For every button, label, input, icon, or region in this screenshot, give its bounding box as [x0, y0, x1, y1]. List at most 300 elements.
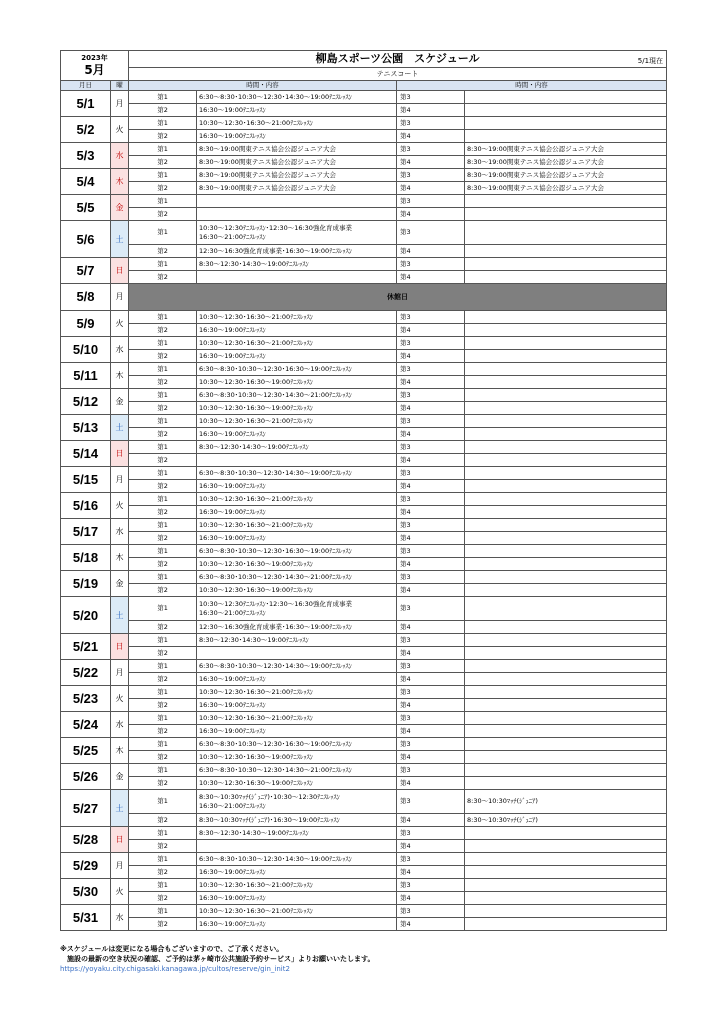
- table-row: [61, 790, 667, 814]
- court-2-label: 第2: [129, 584, 197, 597]
- year-label: 2023年: [81, 54, 108, 62]
- court-3-schedule: [465, 117, 667, 130]
- court-2-schedule: 12:30～16:30強化育成事業･16:30～19:00ﾃﾆｽﾚｯｽﾝ: [197, 621, 397, 634]
- day-date: 5/24: [61, 712, 111, 738]
- court-2-label: 第2: [129, 866, 197, 879]
- day-of-week: 日: [111, 827, 129, 853]
- court-2-schedule: 10:30～12:30･16:30～19:00ﾃﾆｽﾚｯｽﾝ: [197, 376, 397, 389]
- court-1-schedule: 8:30～19:00関東テニス協会公認ジュニア大会: [197, 143, 397, 156]
- court-1-schedule: 6:30～8:30･10:30～12:30･14:30～19:00ﾃﾆｽﾚｯｽﾝ: [197, 467, 397, 480]
- table-row: [61, 686, 667, 699]
- table-row: [61, 827, 667, 840]
- schedule-table: [60, 50, 667, 931]
- day-of-week: 金: [111, 389, 129, 415]
- court-4-label: 第4: [397, 584, 465, 597]
- day-of-week: 木: [111, 545, 129, 571]
- court-2-label: 第2: [129, 814, 197, 827]
- court-2-label: 第2: [129, 350, 197, 363]
- day-of-week: 月: [111, 91, 129, 117]
- day-date: 5/17: [61, 519, 111, 545]
- court-1-schedule: 6:30～8:30･10:30～12:30･16:30～19:00ﾃﾆｽﾚｯｽﾝ: [197, 363, 397, 376]
- court-2-label: 第2: [129, 699, 197, 712]
- court-4-schedule: [465, 428, 667, 441]
- court-3-label: 第3: [397, 597, 465, 621]
- court-4-schedule: [465, 324, 667, 337]
- table-row: [61, 363, 667, 376]
- day-of-week: 水: [111, 712, 129, 738]
- court-3-label: 第3: [397, 169, 465, 182]
- court-3-label: 第3: [397, 493, 465, 506]
- table-row: [61, 699, 667, 712]
- court-3-schedule: [465, 519, 667, 532]
- table-row: [61, 258, 667, 271]
- table-row: [61, 415, 667, 428]
- court-1-schedule: 8:30～12:30･14:30～19:00ﾃﾆｽﾚｯｽﾝ: [197, 441, 397, 454]
- court-3-label: 第3: [397, 764, 465, 777]
- court-1-schedule: 10:30～12:30･16:30～21:00ﾃﾆｽﾚｯｽﾝ: [197, 686, 397, 699]
- court-1-schedule: 6:30～8:30･10:30～12:30･14:30～19:00ﾃﾆｽﾚｯｽﾝ: [197, 853, 397, 866]
- court-1-label: 第1: [129, 493, 197, 506]
- court-4-label: 第4: [397, 402, 465, 415]
- court-3-schedule: [465, 91, 667, 104]
- court-1-label: 第1: [129, 311, 197, 324]
- table-row: [61, 725, 667, 738]
- court-2-schedule: 16:30～19:00ﾃﾆｽﾚｯｽﾝ: [197, 104, 397, 117]
- court-2-schedule: 16:30～19:00ﾃﾆｽﾚｯｽﾝ: [197, 480, 397, 493]
- court-4-schedule: [465, 673, 667, 686]
- court-1-schedule: 8:30～10:30ﾏｯﾁ(ｼﾞｭﾆｱ)･10:30～12:30ﾃﾆｽﾚｯｽﾝ 16:30～21:00ﾃﾆｽﾚｯｽﾝ: [197, 790, 397, 814]
- table-row: [61, 284, 667, 311]
- table-row: [61, 480, 667, 493]
- court-4-schedule: [465, 647, 667, 660]
- court-1-label: 第1: [129, 117, 197, 130]
- day-of-week: 金: [111, 764, 129, 790]
- day-date: 5/7: [61, 258, 111, 284]
- table-row: [61, 621, 667, 634]
- court-2-schedule: 16:30～19:00ﾃﾆｽﾚｯｽﾝ: [197, 130, 397, 143]
- court-4-label: 第4: [397, 104, 465, 117]
- day-date: 5/25: [61, 738, 111, 764]
- day-of-week: 土: [111, 790, 129, 827]
- court-1-label: 第1: [129, 169, 197, 182]
- court-1-schedule: 10:30～12:30･16:30～21:00ﾃﾆｽﾚｯｽﾝ: [197, 905, 397, 918]
- court-2-label: 第2: [129, 428, 197, 441]
- table-row: [61, 182, 667, 195]
- note-change: ※スケジュールは変更になる場合もございますので、ご了承ください。: [60, 945, 284, 953]
- footnotes: [60, 944, 680, 974]
- day-date: 5/8: [61, 284, 111, 311]
- court-3-schedule: [465, 738, 667, 751]
- court-3-label: 第3: [397, 415, 465, 428]
- court-3-schedule: 8:30～10:30ﾏｯﾁ(ｼﾞｭﾆｱ): [465, 790, 667, 814]
- court-2-schedule: 10:30～12:30･16:30～19:00ﾃﾆｽﾚｯｽﾝ: [197, 584, 397, 597]
- table-row: [61, 545, 667, 558]
- court-1-label: 第1: [129, 686, 197, 699]
- title-text: 柳島スポーツ公園 スケジュール: [315, 52, 480, 65]
- court-1-schedule: 6:30～8:30･10:30～12:30･14:30～21:00ﾃﾆｽﾚｯｽﾝ: [197, 571, 397, 584]
- court-3-schedule: [465, 195, 667, 208]
- table-row: [61, 519, 667, 532]
- day-of-week: 月: [111, 853, 129, 879]
- table-row: [61, 840, 667, 853]
- court-2-label: 第2: [129, 402, 197, 415]
- court-1-schedule: [197, 195, 397, 208]
- court-4-label: 第4: [397, 324, 465, 337]
- court-3-schedule: [465, 827, 667, 840]
- day-date: 5/5: [61, 195, 111, 221]
- court-2-schedule: 8:30～19:00関東テニス協会公認ジュニア大会: [197, 182, 397, 195]
- court-1-schedule: 6:30～8:30･10:30～12:30･14:30～21:00ﾃﾆｽﾚｯｽﾝ: [197, 389, 397, 402]
- table-row: [61, 597, 667, 621]
- court-3-label: 第3: [397, 790, 465, 814]
- court-2-schedule: [197, 454, 397, 467]
- day-of-week: 金: [111, 571, 129, 597]
- court-2-label: 第2: [129, 480, 197, 493]
- court-1-label: 第1: [129, 790, 197, 814]
- court-4-label: 第4: [397, 751, 465, 764]
- court-3-label: 第3: [397, 363, 465, 376]
- table-row: [61, 117, 667, 130]
- court-3-schedule: [465, 545, 667, 558]
- court-2-label: 第2: [129, 156, 197, 169]
- court-4-label: 第4: [397, 621, 465, 634]
- court-2-schedule: 16:30～19:00ﾃﾆｽﾚｯｽﾝ: [197, 673, 397, 686]
- court-2-schedule: [197, 840, 397, 853]
- court-1-schedule: 8:30～12:30･14:30～19:00ﾃﾆｽﾚｯｽﾝ: [197, 634, 397, 647]
- court-2-label: 第2: [129, 673, 197, 686]
- table-row: [61, 441, 667, 454]
- court-2-schedule: 16:30～19:00ﾃﾆｽﾚｯｽﾝ: [197, 699, 397, 712]
- court-4-schedule: [465, 271, 667, 284]
- court-3-schedule: [465, 415, 667, 428]
- court-2-schedule: 8:30～19:00関東テニス協会公認ジュニア大会: [197, 156, 397, 169]
- court-3-schedule: [465, 879, 667, 892]
- court-4-label: 第4: [397, 130, 465, 143]
- court-4-label: 第4: [397, 814, 465, 827]
- court-1-label: 第1: [129, 363, 197, 376]
- day-of-week: 月: [111, 660, 129, 686]
- day-date: 5/1: [61, 91, 111, 117]
- court-3-schedule: [465, 389, 667, 402]
- court-4-label: 第4: [397, 350, 465, 363]
- court-1-label: 第1: [129, 221, 197, 245]
- table-row: [61, 245, 667, 258]
- day-date: 5/20: [61, 597, 111, 634]
- court-2-label: 第2: [129, 777, 197, 790]
- court-2-label: 第2: [129, 208, 197, 221]
- day-of-week: 水: [111, 143, 129, 169]
- day-of-week: 土: [111, 221, 129, 258]
- court-2-schedule: 16:30～19:00ﾃﾆｽﾚｯｽﾝ: [197, 892, 397, 905]
- court-1-schedule: 10:30～12:30ﾃﾆｽﾚｯｽﾝ･12:30～16:30強化育成事業 16:30～21:00ﾃﾆｽﾚｯｽﾝ: [197, 221, 397, 245]
- court-2-schedule: [197, 647, 397, 660]
- court-1-label: 第1: [129, 467, 197, 480]
- day-of-week: 火: [111, 311, 129, 337]
- court-2-label: 第2: [129, 506, 197, 519]
- table-row: [61, 506, 667, 519]
- court-3-label: 第3: [397, 467, 465, 480]
- court-4-label: 第4: [397, 182, 465, 195]
- court-4-label: 第4: [397, 532, 465, 545]
- court-2-label: 第2: [129, 271, 197, 284]
- court-4-schedule: [465, 558, 667, 571]
- day-date: 5/22: [61, 660, 111, 686]
- court-3-label: 第3: [397, 738, 465, 751]
- court-2-schedule: 12:30～16:30強化育成事業･16:30～19:00ﾃﾆｽﾚｯｽﾝ: [197, 245, 397, 258]
- table-row: [61, 712, 667, 725]
- table-row: [61, 866, 667, 879]
- court-4-schedule: [465, 376, 667, 389]
- note-reservation: 施設の最新の空き状況の確認、ご予約は茅ヶ崎市公共施設予約サービス」よりお願いいたします。: [60, 955, 375, 963]
- col-time-right-header: 時間・内容: [397, 81, 667, 91]
- court-1-label: 第1: [129, 441, 197, 454]
- court-4-label: 第4: [397, 506, 465, 519]
- court-2-label: 第2: [129, 454, 197, 467]
- table-row: [61, 764, 667, 777]
- table-row: [61, 402, 667, 415]
- court-1-label: 第1: [129, 545, 197, 558]
- court-4-label: 第4: [397, 892, 465, 905]
- facility-subtitle: テニスコート: [129, 68, 667, 81]
- table-row: [61, 660, 667, 673]
- table-row: [61, 467, 667, 480]
- court-4-schedule: [465, 777, 667, 790]
- day-of-week: 水: [111, 905, 129, 931]
- day-date: 5/29: [61, 853, 111, 879]
- court-3-label: 第3: [397, 143, 465, 156]
- court-2-label: 第2: [129, 621, 197, 634]
- court-3-label: 第3: [397, 195, 465, 208]
- day-of-week: 火: [111, 117, 129, 143]
- court-4-label: 第4: [397, 725, 465, 738]
- court-3-label: 第3: [397, 441, 465, 454]
- day-date: 5/2: [61, 117, 111, 143]
- court-3-schedule: [465, 441, 667, 454]
- day-date: 5/13: [61, 415, 111, 441]
- court-3-label: 第3: [397, 221, 465, 245]
- court-1-label: 第1: [129, 905, 197, 918]
- court-1-label: 第1: [129, 634, 197, 647]
- day-of-week: 木: [111, 363, 129, 389]
- court-1-label: 第1: [129, 143, 197, 156]
- day-of-week: 木: [111, 738, 129, 764]
- court-3-label: 第3: [397, 337, 465, 350]
- court-2-label: 第2: [129, 104, 197, 117]
- table-row: [61, 584, 667, 597]
- court-3-label: 第3: [397, 879, 465, 892]
- court-2-schedule: 16:30～19:00ﾃﾆｽﾚｯｽﾝ: [197, 532, 397, 545]
- court-3-schedule: [465, 337, 667, 350]
- court-3-label: 第3: [397, 634, 465, 647]
- court-1-label: 第1: [129, 519, 197, 532]
- court-1-schedule: 10:30～12:30･16:30～21:00ﾃﾆｽﾚｯｽﾝ: [197, 311, 397, 324]
- day-date: 5/6: [61, 221, 111, 258]
- court-3-label: 第3: [397, 311, 465, 324]
- court-3-label: 第3: [397, 389, 465, 402]
- court-1-schedule: 6:30～8:30･10:30～12:30･16:30～19:00ﾃﾆｽﾚｯｽﾝ: [197, 545, 397, 558]
- court-4-label: 第4: [397, 673, 465, 686]
- day-date: 5/30: [61, 879, 111, 905]
- table-row: [61, 738, 667, 751]
- court-3-schedule: [465, 221, 667, 245]
- table-row: [61, 647, 667, 660]
- day-date: 5/14: [61, 441, 111, 467]
- court-4-label: 第4: [397, 777, 465, 790]
- court-3-schedule: [465, 258, 667, 271]
- court-3-label: 第3: [397, 686, 465, 699]
- day-date: 5/11: [61, 363, 111, 389]
- court-1-schedule: 10:30～12:30･16:30～21:00ﾃﾆｽﾚｯｽﾝ: [197, 879, 397, 892]
- day-date: 5/21: [61, 634, 111, 660]
- court-4-label: 第4: [397, 918, 465, 931]
- reservation-link[interactable]: https://yoyaku.city.chigasaki.kanagawa.jp/cultos/reserve/gin_init2: [60, 965, 290, 973]
- table-row: [61, 558, 667, 571]
- court-1-label: 第1: [129, 195, 197, 208]
- court-3-label: 第3: [397, 905, 465, 918]
- court-4-label: 第4: [397, 245, 465, 258]
- court-3-label: 第3: [397, 660, 465, 673]
- court-1-schedule: 6:30～8:30･10:30～12:30･14:30～19:00ﾃﾆｽﾚｯｽﾝ: [197, 91, 397, 104]
- table-row: [61, 853, 667, 866]
- court-1-label: 第1: [129, 415, 197, 428]
- court-1-schedule: 10:30～12:30･16:30～21:00ﾃﾆｽﾚｯｽﾝ: [197, 712, 397, 725]
- day-date: 5/26: [61, 764, 111, 790]
- court-1-label: 第1: [129, 764, 197, 777]
- court-4-schedule: [465, 840, 667, 853]
- day-date: 5/16: [61, 493, 111, 519]
- table-row: [61, 130, 667, 143]
- court-2-schedule: 10:30～12:30･16:30～19:00ﾃﾆｽﾚｯｽﾝ: [197, 558, 397, 571]
- court-3-label: 第3: [397, 853, 465, 866]
- table-row: [61, 493, 667, 506]
- court-4-label: 第4: [397, 866, 465, 879]
- year-month-cell: [61, 51, 129, 81]
- court-3-label: 第3: [397, 258, 465, 271]
- closed-day-label: 休館日: [129, 284, 667, 311]
- court-1-schedule: 10:30～12:30･16:30～21:00ﾃﾆｽﾚｯｽﾝ: [197, 493, 397, 506]
- day-of-week: 日: [111, 258, 129, 284]
- court-1-schedule: 6:30～8:30･10:30～12:30･14:30～19:00ﾃﾆｽﾚｯｽﾝ: [197, 660, 397, 673]
- day-of-week: 木: [111, 169, 129, 195]
- col-dow-header: 曜: [111, 81, 129, 91]
- court-2-schedule: 8:30～10:30ﾏｯﾁ(ｼﾞｭﾆｱ)･16:30～19:00ﾃﾆｽﾚｯｽﾝ: [197, 814, 397, 827]
- table-row: [61, 389, 667, 402]
- court-1-schedule: 10:30～12:30･16:30～21:00ﾃﾆｽﾚｯｽﾝ: [197, 117, 397, 130]
- court-2-label: 第2: [129, 245, 197, 258]
- court-1-schedule: 10:30～12:30･16:30～21:00ﾃﾆｽﾚｯｽﾝ: [197, 519, 397, 532]
- court-1-label: 第1: [129, 712, 197, 725]
- court-3-schedule: [465, 597, 667, 621]
- court-2-schedule: 16:30～19:00ﾃﾆｽﾚｯｽﾝ: [197, 918, 397, 931]
- table-row: [61, 777, 667, 790]
- court-3-schedule: [465, 764, 667, 777]
- court-4-schedule: [465, 350, 667, 363]
- court-3-label: 第3: [397, 545, 465, 558]
- court-4-schedule: [465, 725, 667, 738]
- court-3-schedule: [465, 853, 667, 866]
- day-date: 5/27: [61, 790, 111, 827]
- table-row: [61, 532, 667, 545]
- court-1-label: 第1: [129, 853, 197, 866]
- as-of-date: 5/1現在: [637, 57, 664, 65]
- court-1-schedule: 6:30～8:30･10:30～12:30･16:30～19:00ﾃﾆｽﾚｯｽﾝ: [197, 738, 397, 751]
- court-4-schedule: [465, 506, 667, 519]
- court-2-schedule: 16:30～19:00ﾃﾆｽﾚｯｽﾝ: [197, 428, 397, 441]
- day-of-week: 水: [111, 337, 129, 363]
- court-2-label: 第2: [129, 751, 197, 764]
- court-4-schedule: [465, 532, 667, 545]
- day-of-week: 水: [111, 519, 129, 545]
- court-2-schedule: 16:30～19:00ﾃﾆｽﾚｯｽﾝ: [197, 866, 397, 879]
- court-2-label: 第2: [129, 647, 197, 660]
- court-3-schedule: 8:30～19:00関東テニス協会公認ジュニア大会: [465, 143, 667, 156]
- day-of-week: 日: [111, 634, 129, 660]
- court-3-label: 第3: [397, 519, 465, 532]
- court-1-label: 第1: [129, 91, 197, 104]
- table-row: [61, 673, 667, 686]
- court-2-label: 第2: [129, 892, 197, 905]
- table-row: [61, 879, 667, 892]
- court-4-label: 第4: [397, 480, 465, 493]
- court-1-label: 第1: [129, 597, 197, 621]
- court-1-label: 第1: [129, 827, 197, 840]
- court-1-schedule: 8:30～12:30･14:30～19:00ﾃﾆｽﾚｯｽﾝ: [197, 827, 397, 840]
- page-title: [129, 51, 667, 68]
- day-date: 5/9: [61, 311, 111, 337]
- court-4-schedule: [465, 918, 667, 931]
- court-3-label: 第3: [397, 712, 465, 725]
- table-row: [61, 428, 667, 441]
- table-row: [61, 905, 667, 918]
- day-of-week: 火: [111, 879, 129, 905]
- court-4-schedule: [465, 584, 667, 597]
- court-1-schedule: 8:30～12:30･14:30～19:00ﾃﾆｽﾚｯｽﾝ: [197, 258, 397, 271]
- court-2-label: 第2: [129, 918, 197, 931]
- court-2-schedule: 10:30～12:30･16:30～19:00ﾃﾆｽﾚｯｽﾝ: [197, 751, 397, 764]
- court-2-schedule: 16:30～19:00ﾃﾆｽﾚｯｽﾝ: [197, 506, 397, 519]
- court-4-label: 第4: [397, 699, 465, 712]
- court-3-schedule: [465, 363, 667, 376]
- court-3-label: 第3: [397, 117, 465, 130]
- day-date: 5/19: [61, 571, 111, 597]
- table-row: [61, 311, 667, 324]
- court-4-label: 第4: [397, 208, 465, 221]
- court-3-schedule: [465, 905, 667, 918]
- day-date: 5/18: [61, 545, 111, 571]
- table-row: [61, 271, 667, 284]
- court-2-schedule: [197, 208, 397, 221]
- day-date: 5/28: [61, 827, 111, 853]
- court-1-schedule: 10:30～12:30ﾃﾆｽﾚｯｽﾝ･12:30～16:30強化育成事業 16:30～21:00ﾃﾆｽﾚｯｽﾝ: [197, 597, 397, 621]
- table-row: [61, 634, 667, 647]
- schedule-sheet: [60, 50, 666, 931]
- court-2-label: 第2: [129, 182, 197, 195]
- col-time-left-header: 時間・内容: [129, 81, 397, 91]
- court-1-schedule: 6:30～8:30･10:30～12:30･14:30～21:00ﾃﾆｽﾚｯｽﾝ: [197, 764, 397, 777]
- court-3-schedule: 8:30～19:00関東テニス協会公認ジュニア大会: [465, 169, 667, 182]
- court-2-label: 第2: [129, 840, 197, 853]
- court-2-schedule: 10:30～12:30･16:30～19:00ﾃﾆｽﾚｯｽﾝ: [197, 402, 397, 415]
- table-row: [61, 454, 667, 467]
- court-4-schedule: [465, 866, 667, 879]
- table-row: [61, 376, 667, 389]
- court-2-label: 第2: [129, 130, 197, 143]
- court-4-label: 第4: [397, 454, 465, 467]
- day-of-week: 土: [111, 415, 129, 441]
- court-3-schedule: [465, 467, 667, 480]
- court-1-label: 第1: [129, 337, 197, 350]
- court-2-label: 第2: [129, 376, 197, 389]
